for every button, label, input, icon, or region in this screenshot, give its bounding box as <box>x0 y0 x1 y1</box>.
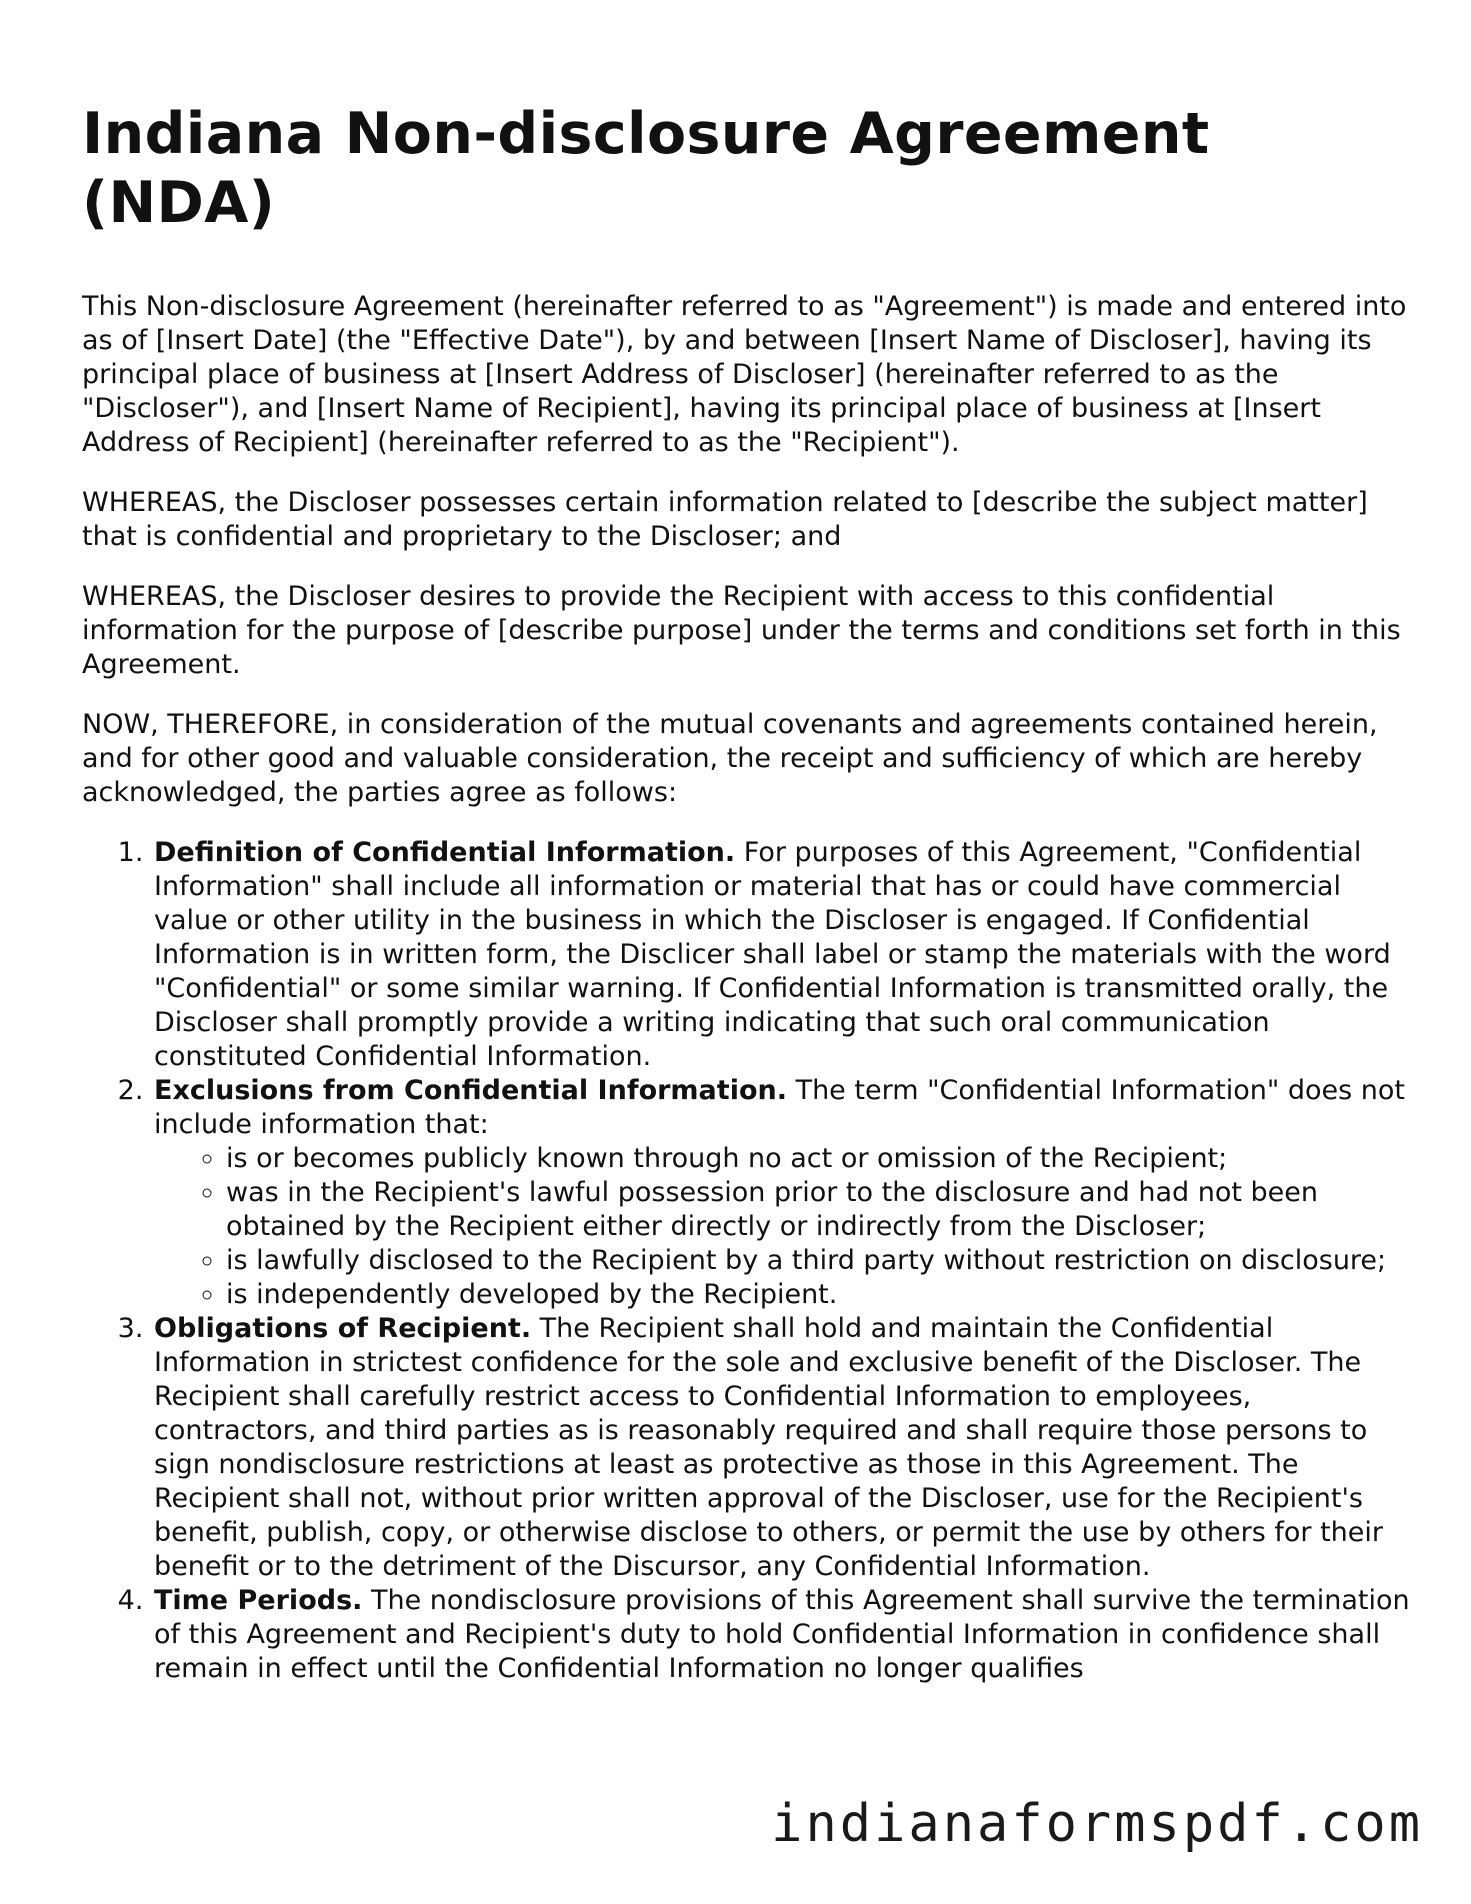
section-body: The Recipient shall hold and maintain the Confidential Information in strictest confidence for the sole and exclusive benefit of the Discloser. The Recipient shall carefully restrict access to Confidential Information to employees, contractors, and third parties as is reasonably required and shall require those persons to sign nondisclosure restrictions at least as protective as those in this Agreement. The Recipient shall not, without prior written approval of the Discloser, use for the Recipient's benefit, publish, copy, or otherwise disclose to others, or permit the use by others for their benefit or to the detriment of the Discursor, any Confidential Information. <box>154 1313 1383 1582</box>
section-item <box>152 1074 1412 1312</box>
whereas-paragraph-2: WHEREAS, the Discloser desires to provide the Recipient with access to this confidential information for the purpose of [describe purpose] under the terms and conditions set forth in this Agreement. <box>82 581 1401 680</box>
section-item <box>152 1312 1412 1584</box>
exclusion-item: ◦ was in the Recipient's lawful possession prior to the disclosure and had not been obtained by the Recipient either directly or indirectly from the Discloser; <box>226 1176 1412 1244</box>
exclusion-item: ◦ is independently developed by the Recipient. <box>226 1278 1412 1312</box>
whereas-paragraph-1: WHEREAS, the Discloser possesses certain information related to [describe the subject matter] that is confidential and proprietary to the Discloser; and <box>82 487 1368 552</box>
section-item <box>152 1584 1412 1686</box>
section-heading: Obligations of Recipient. <box>154 1313 532 1344</box>
exclusion-item: ◦ is lawfully disclosed to the Recipient by a third party without restriction on disclosure; <box>226 1244 1412 1278</box>
exclusions-list <box>154 1142 1412 1312</box>
section-heading: Time Periods. <box>154 1585 363 1616</box>
sections-list <box>82 836 1412 1686</box>
document-page <box>82 100 1412 1686</box>
section-body: For purposes of this Agreement, "Confidential Information" shall include all information or material that has or could have commercial value or other utility in the business in which the Discloser is engaged. If Confidential Information is in written form, the Disclicer shall label or stamp the materials with the word "Confidential" or some similar warning. If Confidential Information is transmitted orally, the Discloser shall promptly provide a writing indicating that such oral communication constituted Confidential Information. <box>154 837 1391 1072</box>
section-heading: Definition of Confidential Information. <box>154 837 736 868</box>
section-heading: Exclusions from Confidential Information. <box>154 1075 787 1106</box>
document-title: Indiana Non-disclosure Agreement (NDA) <box>82 101 1210 236</box>
section-body: The term "Confidential Information" does not include information that: <box>154 1075 1406 1140</box>
now-therefore-paragraph: NOW, THEREFORE, in consideration of the mutual covenants and agreements contained herein, and for other good and valuable consideration, the receipt and sufficiency of which are hereby acknowledged, the parties agree as follows: <box>82 709 1378 808</box>
site-watermark: indianaformspdf.com <box>771 1794 1423 1854</box>
intro-paragraph: This Non-disclosure Agreement (hereinafter referred to as "Agreement") is made and entered into as of [Insert Date] (the "Effective Date"), by and between [Insert Name of Discloser], having its principal place of business at [Insert Address of Discloser] (hereinafter referred to as the "Discloser"), and [Insert Name of Recipient], having its principal place of business at [Insert Address of Recipient] (hereinafter referred to as the "Recipient"). <box>82 291 1407 458</box>
exclusion-item: ◦ is or becomes publicly known through no act or omission of the Recipient; <box>226 1142 1412 1176</box>
section-body: The nondisclosure provisions of this Agreement shall survive the termination of this Agreement and Recipient's duty to hold Confidential Information in confidence shall remain in effect until the Confidential Information no longer qualifies <box>154 1585 1410 1684</box>
section-item <box>152 836 1412 1074</box>
